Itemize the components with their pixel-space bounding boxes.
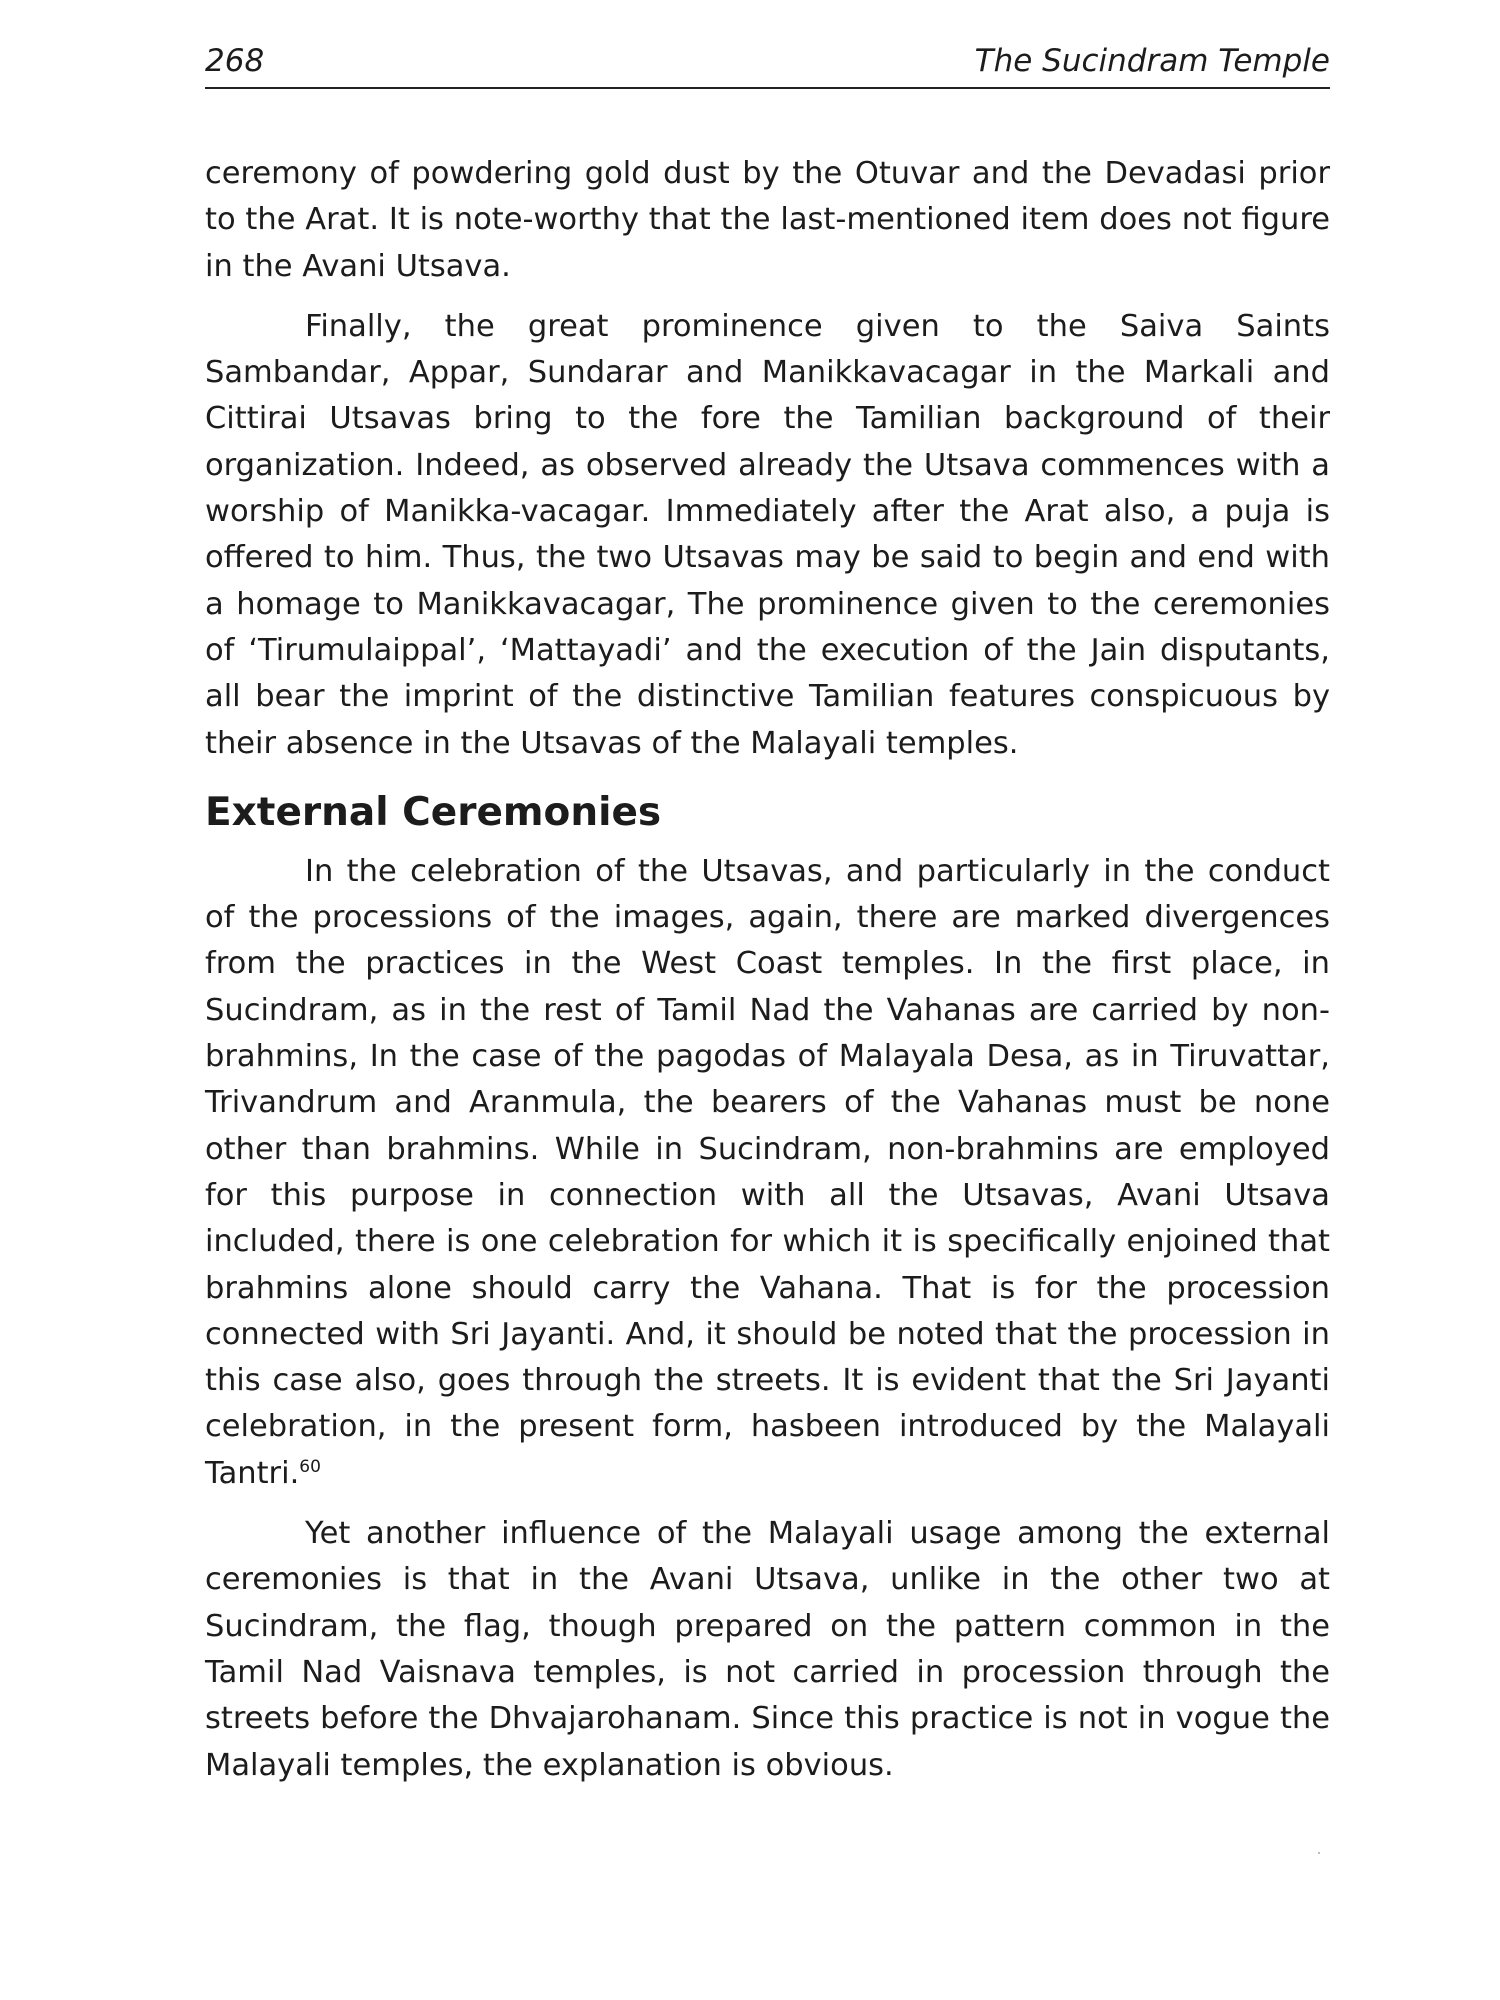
footnote-reference: 60 bbox=[299, 1456, 321, 1477]
section-heading: External Ceremonies bbox=[205, 789, 662, 835]
scan-speck bbox=[1318, 1852, 1320, 1854]
paragraph-continued: ceremony of powdering gold dust by the Otuvar and the Devadasi prior to the Arat. It is note-worthy that the last-mentioned item does not figure in the Avani Utsava. bbox=[205, 156, 1330, 284]
book-page bbox=[205, 35, 1330, 1789]
paragraph-processions-text: In the celebration of the Utsavas, and particularly in the conduct of the processions of the images, again, there are marked divergences from the practices in the West Coast temples. In the first place, in Sucindram, as in the rest of Tamil Nad the Vahanas are carried by non-brahmins, In the case of the pagodas of Malayala Desa, as in Tiruvattar, Trivandrum and Aranmula, the bearers of the Vahanas must be none other than brahmins. While in Sucindram, non-brahmins are employed for this purpose in connection with all the Utsavas, Avani Utsava included, there is one celebration for which it is specifically enjoined that brahmins alone should carry the Vahana. That is for the procession connected with Sri Jayanti. And, it should be noted that the procession in this case also, goes through the streets. It is evident that the Sri Jayanti celebration, in the present form, hasbeen introduced by the Malayali Tantri. bbox=[205, 853, 1330, 1491]
paragraph-processions bbox=[205, 849, 1330, 1497]
paragraph-saiva-saints: Finally, the great prominence given to the Saiva Saints Sambandar, Appar, Sundarar and Manikkavacagar in the Markali and Cittirai Utsavas bring to the fore the Tamilian background of their organization. Indeed, as observed already the Utsava commences with a worship of Manikka-vacagar. Immediately after the Arat also, a puja is offered to him. Thus, the two Utsavas may be said to begin and end with a homage to Manikkavacagar, The prominence given to the ceremonies of ‘Tirumulaippal’, ‘Mattayadi’ and the execution of the Jain disputants, all bear the imprint of the distinctive Tamilian features conspicuous by their absence in the Utsavas of the Malayali temples. bbox=[205, 308, 1330, 761]
running-title: The Sucindram Temple bbox=[974, 43, 1330, 79]
paragraph-flag: Yet another influence of the Malayali usage among the external ceremonies is that in the Avani Utsava, unlike in the other two at Sucindram, the flag, though prepared on the pattern common in the Tamil Nad Vaisnava temples, is not carried in procession through the streets before the Dhvajarohanam. Since this practice is not in vogue the Malayali temples, the explanation is obvious. bbox=[205, 1516, 1330, 1783]
page-number: 268 bbox=[205, 43, 265, 79]
running-header bbox=[205, 35, 1330, 89]
body-text bbox=[205, 151, 1330, 1789]
